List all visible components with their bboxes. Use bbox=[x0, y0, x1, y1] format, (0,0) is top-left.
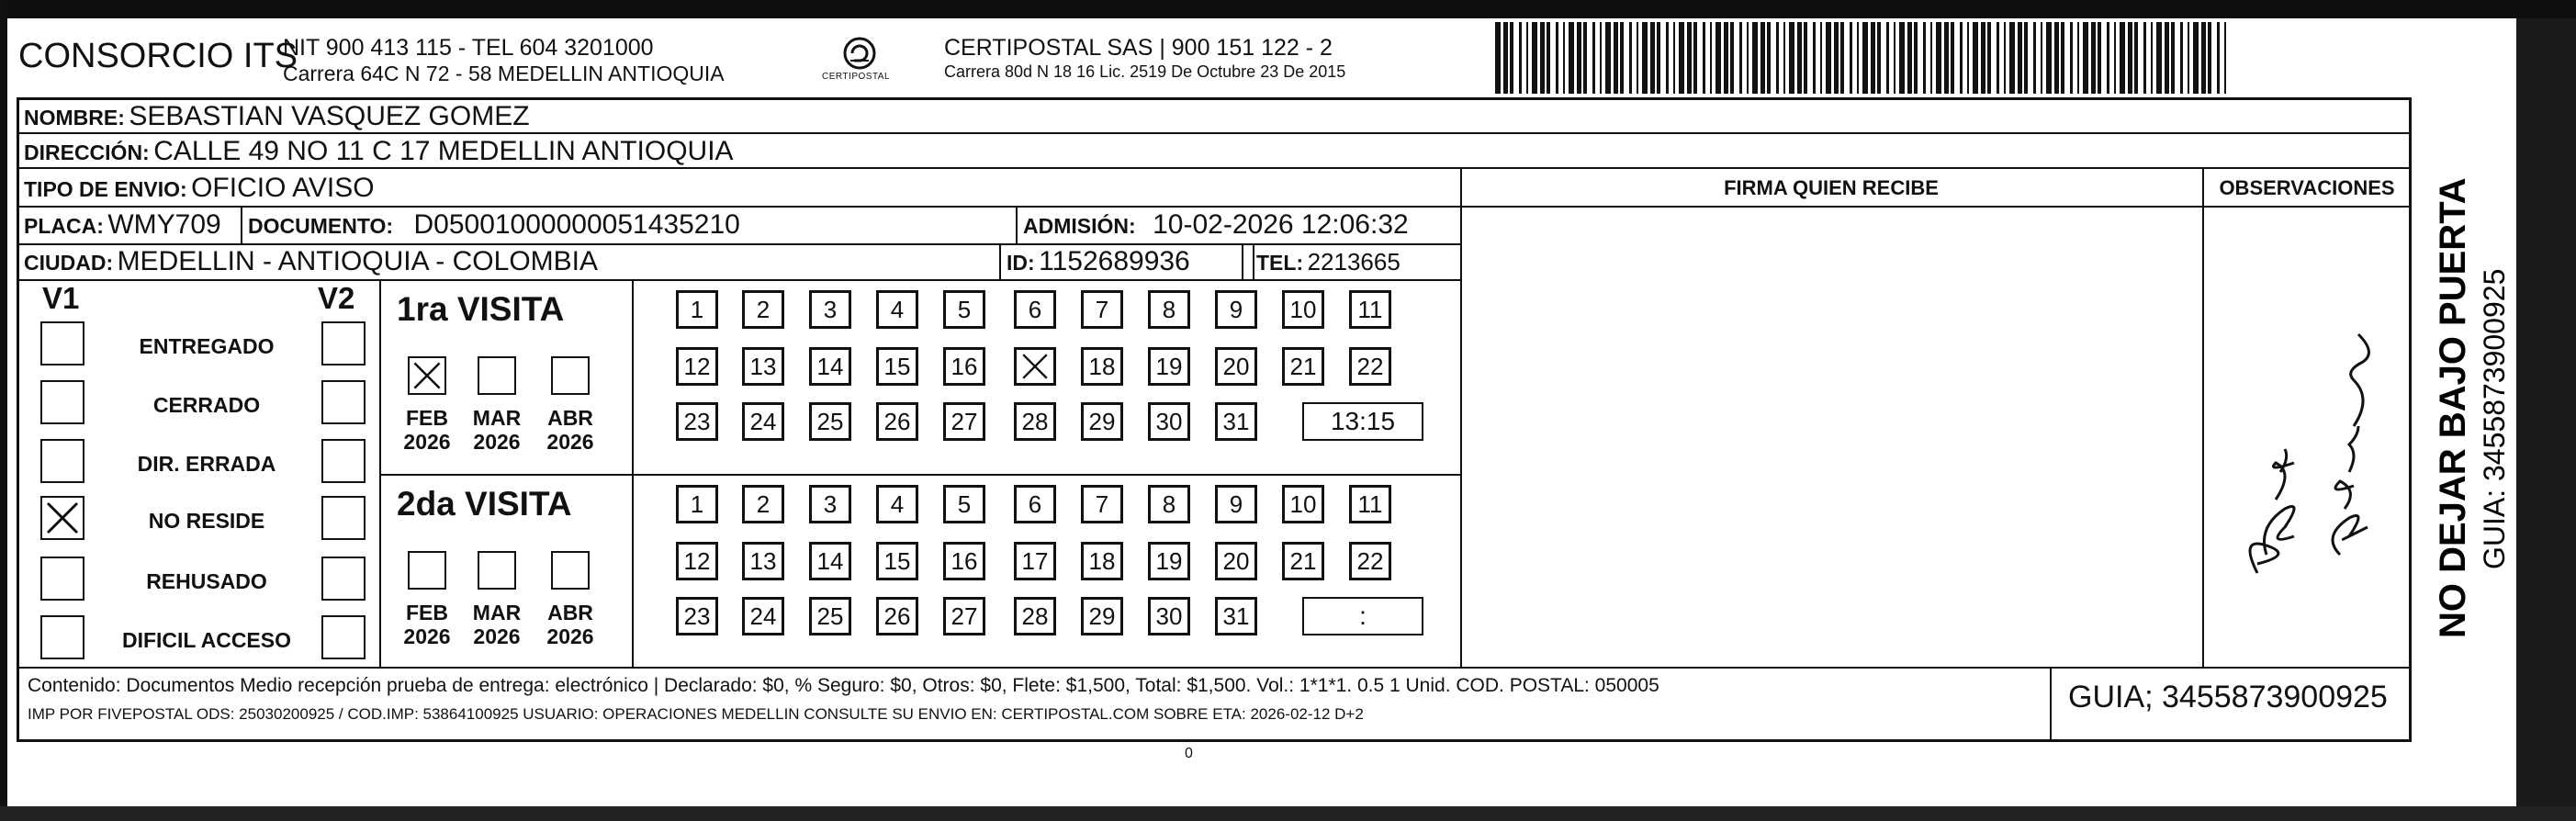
cell-divider bbox=[241, 206, 242, 243]
barcode-bar bbox=[1981, 22, 1985, 94]
month-label bbox=[543, 406, 598, 454]
side-warning: NO DEJAR BAJO PUERTA bbox=[2433, 177, 2473, 638]
barcode-bar bbox=[1556, 22, 1558, 94]
barcode-bar bbox=[2193, 22, 2199, 94]
cell-divider bbox=[999, 243, 1001, 279]
day-box[interactable]: 28 bbox=[1014, 597, 1056, 635]
imp-text: IMP POR FIVEPOSTAL ODS: 25030200925 / COD.IMP: 53864100925 USUARIO: OPERACIONES MEDELLIN CONSULTE SU ENVIO EN: CERTIPOSTAL.COM SOBRE ETA: 2026-02-12 D+2 bbox=[28, 705, 1364, 723]
certipostal-info: CERTIPOSTAL SAS | 900 151 122 - 2 bbox=[944, 35, 1333, 61]
documento-field bbox=[248, 209, 740, 241]
barcode-bar bbox=[1973, 22, 1978, 94]
barcode-bar bbox=[1857, 22, 1859, 94]
barcode-bar bbox=[1783, 22, 1785, 94]
day-box[interactable]: 8 bbox=[1148, 290, 1190, 329]
day-box[interactable]: 11 bbox=[1349, 290, 1391, 329]
ciudad-field bbox=[24, 246, 598, 277]
day-box[interactable]: 22 bbox=[1349, 542, 1391, 580]
v2-checkbox[interactable] bbox=[321, 496, 366, 540]
cell-divider bbox=[1016, 206, 1018, 243]
day-box[interactable]: 15 bbox=[876, 347, 918, 386]
barcode-bar bbox=[1813, 22, 1816, 94]
barcode-bar bbox=[2083, 22, 2088, 94]
barcode-bar bbox=[1886, 22, 1889, 94]
day-box[interactable]: 27 bbox=[943, 402, 985, 441]
barcode-bar bbox=[2041, 22, 2042, 94]
day-box[interactable]: 22 bbox=[1349, 347, 1391, 386]
scan-border-bottom bbox=[0, 806, 2576, 821]
barcode-bar bbox=[2024, 22, 2028, 94]
scan-border-top bbox=[0, 0, 2576, 18]
barcode-bar bbox=[1583, 22, 1587, 94]
day-box[interactable]: 23 bbox=[676, 402, 718, 441]
barcode-bar bbox=[1730, 22, 1734, 94]
tel-label: TEL: bbox=[1256, 251, 1304, 275]
barcode-bar bbox=[2217, 22, 2220, 94]
barcode-bar bbox=[1997, 22, 1999, 94]
side-guia: GUIA: 3455873900925 bbox=[2478, 268, 2511, 569]
id-value: 1152689936 bbox=[1039, 246, 1190, 276]
barcode-bar bbox=[1826, 22, 1831, 94]
contenido-text: Contenido: Documentos Medio recepción prueba de entrega: electrónico | Declarado: $0, % Seguro: $0, Otros: $0, Flete: $1,500, Total: $1,500. Vol.: 1*1*1. 0.5 1 Unid. COD. POSTAL: 050005 bbox=[28, 675, 1659, 696]
cell-divider bbox=[2050, 667, 2052, 742]
barcode-bar bbox=[1650, 22, 1655, 94]
day-box[interactable]: 5 bbox=[943, 485, 985, 523]
barcode-bar bbox=[1789, 22, 1794, 94]
logo-text: CERTIPOSTAL bbox=[822, 72, 891, 82]
nombre-value: SEBASTIAN VASQUEZ GOMEZ bbox=[129, 101, 530, 131]
placa-label: PLACA: bbox=[24, 214, 104, 238]
barcode-bar bbox=[1840, 22, 1844, 94]
day-box[interactable]: 21 bbox=[1282, 542, 1324, 580]
barcode-bar bbox=[1724, 22, 1728, 94]
check-mark-icon bbox=[411, 360, 443, 391]
month-checkbox[interactable] bbox=[551, 551, 590, 590]
month-name: FEB bbox=[406, 406, 448, 430]
barcode-bar bbox=[1936, 22, 1941, 94]
barcode-bar bbox=[1547, 22, 1550, 94]
id-field bbox=[1007, 246, 1190, 277]
barcode-bar bbox=[1776, 22, 1779, 94]
time-box[interactable]: 13:15 bbox=[1302, 402, 1423, 441]
month-label bbox=[399, 601, 455, 648]
day-box[interactable]: 19 bbox=[1148, 542, 1190, 580]
v2-checkbox[interactable] bbox=[321, 557, 366, 601]
day-box[interactable]: 16 bbox=[943, 542, 985, 580]
barcode-bar bbox=[2070, 22, 2073, 94]
month-checkbox[interactable] bbox=[478, 551, 516, 590]
footer-divider bbox=[17, 667, 2412, 669]
day-box[interactable]: 16 bbox=[943, 347, 985, 386]
barcode-bar bbox=[1569, 22, 1574, 94]
month-label bbox=[469, 406, 524, 454]
day-box[interactable]: 26 bbox=[876, 597, 918, 635]
day-box[interactable]: 31 bbox=[1215, 597, 1257, 635]
observaciones-header: OBSERVACIONES bbox=[2219, 176, 2395, 199]
direccion-value: CALLE 49 NO 11 C 17 MEDELLIN ANTIOQUIA bbox=[153, 136, 734, 166]
day-box[interactable]: 4 bbox=[876, 290, 918, 329]
barcode-bar bbox=[1519, 22, 1522, 94]
barcode-bar bbox=[1930, 22, 1932, 94]
barcode-bar bbox=[1666, 22, 1669, 94]
guia-number: GUIA; 3455873900925 bbox=[2068, 680, 2388, 714]
row-divider bbox=[17, 167, 2412, 169]
v1-checkbox[interactable] bbox=[40, 380, 84, 424]
day-box[interactable]: 10 bbox=[1282, 485, 1324, 523]
tel-border bbox=[1253, 243, 1254, 279]
barcode-bar bbox=[2114, 22, 2116, 94]
company-address: Carrera 64C N 72 - 58 MEDELLIN ANTIOQUIA bbox=[283, 62, 725, 85]
v2-checkbox[interactable] bbox=[321, 321, 366, 366]
id-label: ID: bbox=[1007, 251, 1035, 275]
day-box[interactable]: 3 bbox=[809, 290, 851, 329]
barcode-bar bbox=[2046, 22, 2052, 94]
status-label: REHUSADO bbox=[146, 569, 267, 593]
barcode-bar bbox=[2004, 22, 2006, 94]
day-box[interactable]: 9 bbox=[1215, 290, 1257, 329]
barcode-bar bbox=[1637, 22, 1638, 94]
barcode-bar bbox=[1914, 22, 1918, 94]
day-box[interactable]: 24 bbox=[742, 402, 784, 441]
barcode-bar bbox=[1820, 22, 1822, 94]
month-year: 2026 bbox=[403, 430, 451, 454]
barcode-bar bbox=[1715, 22, 1721, 94]
barcode-bar bbox=[1629, 22, 1632, 94]
day-box[interactable]: 30 bbox=[1148, 597, 1190, 635]
side-text bbox=[2417, 119, 2518, 652]
month-year: 2026 bbox=[546, 624, 594, 648]
admision-label: ADMISIÓN: bbox=[1023, 214, 1136, 238]
tipo-value: OFICIO AVISO bbox=[191, 173, 375, 203]
barcode-bar bbox=[2156, 22, 2162, 94]
barcode-bar bbox=[1871, 22, 1875, 94]
month-label bbox=[399, 406, 455, 454]
check-mark-icon bbox=[1018, 352, 1052, 381]
barcode-bar bbox=[1503, 22, 1508, 94]
row-divider bbox=[17, 132, 2412, 134]
day-box[interactable]: 7 bbox=[1081, 290, 1123, 329]
nombre-label: NOMBRE: bbox=[24, 106, 125, 129]
day-box[interactable]: 13 bbox=[742, 347, 784, 386]
barcode-bar bbox=[1894, 22, 1895, 94]
barcode-bar bbox=[2120, 22, 2125, 94]
day-box[interactable]: 14 bbox=[809, 347, 851, 386]
barcode-bar bbox=[1850, 22, 1852, 94]
barcode-bar bbox=[2033, 22, 2036, 94]
barcode-bar bbox=[1620, 22, 1624, 94]
day-box[interactable]: 27 bbox=[943, 597, 985, 635]
barcode-bar bbox=[1600, 22, 1602, 94]
barcode-bar bbox=[2151, 22, 2153, 94]
day-box[interactable]: 15 bbox=[876, 542, 918, 580]
cell-divider bbox=[1242, 243, 1243, 279]
day-box[interactable]: 17 bbox=[1014, 542, 1056, 580]
status-label: DIR. ERRADA bbox=[137, 452, 276, 476]
nombre-field bbox=[24, 101, 530, 132]
barcode-bar bbox=[1614, 22, 1618, 94]
v2-checkbox[interactable] bbox=[321, 380, 366, 424]
day-box[interactable]: 20 bbox=[1215, 542, 1257, 580]
day-box[interactable]: 18 bbox=[1081, 347, 1123, 386]
barcode-bar bbox=[1899, 22, 1905, 94]
day-box[interactable]: 13 bbox=[742, 542, 784, 580]
barcode-bar bbox=[2009, 22, 2015, 94]
barcode-bar bbox=[1834, 22, 1839, 94]
barcode-bar bbox=[1495, 22, 1501, 94]
day-box[interactable]: 4 bbox=[876, 485, 918, 523]
day-box[interactable]: 2 bbox=[742, 485, 784, 523]
time-box[interactable]: : bbox=[1302, 597, 1423, 635]
day-box[interactable]: 12 bbox=[676, 347, 718, 386]
barcode-bar bbox=[1739, 22, 1742, 94]
barcode-bar bbox=[2077, 22, 2079, 94]
barcode-bar bbox=[1747, 22, 1749, 94]
barcode-bar bbox=[1592, 22, 1595, 94]
barcode-bar bbox=[1923, 22, 1926, 94]
day-box[interactable]: 26 bbox=[876, 402, 918, 441]
barcode-bar bbox=[2061, 22, 2064, 94]
barcode-bar bbox=[1687, 22, 1692, 94]
tipo-label: TIPO DE ENVIO: bbox=[24, 177, 187, 201]
barcode-bar bbox=[2018, 22, 2022, 94]
firma-header: FIRMA QUIEN RECIBE bbox=[1724, 176, 1939, 199]
tel-value: 2213665 bbox=[1307, 248, 1400, 276]
barcode-bar bbox=[2208, 22, 2211, 94]
barcode-bar bbox=[1657, 22, 1660, 94]
day-box[interactable]: 20 bbox=[1215, 347, 1257, 386]
scan-border-right bbox=[2516, 18, 2576, 821]
placa-value: WMY709 bbox=[107, 209, 221, 240]
barcode-bar bbox=[1944, 22, 1949, 94]
day-box[interactable]: 19 bbox=[1148, 347, 1190, 386]
barcode-bar bbox=[2098, 22, 2101, 94]
col-divider bbox=[379, 279, 381, 667]
barcode-bar bbox=[1510, 22, 1513, 94]
day-box[interactable]: 24 bbox=[742, 597, 784, 635]
status-label: NO RESIDE bbox=[148, 509, 265, 533]
day-box[interactable]: 7 bbox=[1081, 485, 1123, 523]
v1-checkbox[interactable] bbox=[40, 439, 84, 483]
barcode-bar bbox=[1767, 22, 1771, 94]
barcode-bar bbox=[2091, 22, 2096, 94]
day-box[interactable]: 29 bbox=[1081, 402, 1123, 441]
day-box[interactable]: 25 bbox=[809, 597, 851, 635]
barcode-bar bbox=[1862, 22, 1868, 94]
month-checkbox[interactable] bbox=[408, 356, 446, 395]
barcode-bar bbox=[1797, 22, 1802, 94]
v1-checkbox[interactable] bbox=[40, 557, 84, 601]
day-box[interactable] bbox=[1014, 347, 1056, 386]
month-name: FEB bbox=[406, 601, 448, 624]
visit-title: 2da VISITA bbox=[397, 485, 572, 523]
day-box[interactable]: 31 bbox=[1215, 402, 1257, 441]
company-name: CONSORCIO ITS bbox=[18, 37, 298, 75]
barcode-bar bbox=[2054, 22, 2059, 94]
month-year: 2026 bbox=[403, 624, 451, 648]
barcode-bar bbox=[1679, 22, 1684, 94]
barcode-bar bbox=[2107, 22, 2109, 94]
barcode-bar bbox=[2201, 22, 2206, 94]
documento-label: DOCUMENTO: bbox=[248, 214, 394, 238]
row-divider bbox=[17, 279, 1460, 281]
day-box[interactable]: 25 bbox=[809, 402, 851, 441]
ciudad-label: CIUDAD: bbox=[24, 251, 114, 275]
barcode-bar bbox=[1877, 22, 1881, 94]
barcode-bar bbox=[2171, 22, 2175, 94]
ciudad-value: MEDELLIN - ANTIOQUIA - COLOMBIA bbox=[117, 246, 598, 276]
barcode-bar bbox=[2134, 22, 2138, 94]
day-box[interactable]: 23 bbox=[676, 597, 718, 635]
day-box[interactable]: 9 bbox=[1215, 485, 1257, 523]
month-checkbox[interactable] bbox=[408, 551, 446, 590]
barcode-bar bbox=[1752, 22, 1758, 94]
tel-field bbox=[1256, 248, 1400, 276]
barcode-bar bbox=[1605, 22, 1611, 94]
observaciones-handwriting bbox=[2202, 206, 2412, 667]
barcode-bar bbox=[1960, 22, 1963, 94]
barcode-bar bbox=[1710, 22, 1712, 94]
barcode-bar bbox=[1532, 22, 1537, 94]
barcode-bar bbox=[1693, 22, 1697, 94]
barcode-bar bbox=[2128, 22, 2132, 94]
barcode-bar bbox=[2165, 22, 2169, 94]
admision-field bbox=[1023, 209, 1409, 241]
status-label: ENTREGADO bbox=[139, 334, 275, 358]
barcode-bar bbox=[1540, 22, 1545, 94]
day-box[interactable]: 18 bbox=[1081, 542, 1123, 580]
day-box[interactable]: 1 bbox=[676, 290, 718, 329]
month-name: ABR bbox=[547, 406, 593, 430]
month-year: 2026 bbox=[546, 430, 594, 454]
day-box[interactable]: 1 bbox=[676, 485, 718, 523]
row-divider bbox=[17, 243, 1460, 245]
company-nit: NIT 900 413 115 - TEL 604 3201000 bbox=[283, 35, 654, 61]
direccion-label: DIRECCIÓN: bbox=[24, 141, 150, 164]
day-box[interactable]: 2 bbox=[742, 290, 784, 329]
barcode bbox=[1495, 22, 2235, 94]
day-box[interactable]: 30 bbox=[1148, 402, 1190, 441]
month-checkbox[interactable] bbox=[478, 356, 516, 395]
day-box[interactable]: 6 bbox=[1014, 290, 1056, 329]
barcode-bar bbox=[1951, 22, 1954, 94]
barcode-bar bbox=[1967, 22, 1969, 94]
status-label: DIFICIL ACCESO bbox=[121, 628, 291, 652]
month-name: MAR bbox=[472, 406, 522, 430]
day-box[interactable]: 28 bbox=[1014, 402, 1056, 441]
v2-checkbox[interactable] bbox=[321, 439, 366, 483]
v2-header: V2 bbox=[318, 281, 355, 315]
barcode-bar bbox=[1703, 22, 1705, 94]
tipo-field bbox=[24, 173, 375, 204]
barcode-bar bbox=[1563, 22, 1565, 94]
v1-checkbox[interactable] bbox=[40, 496, 84, 540]
day-box[interactable]: 11 bbox=[1349, 485, 1391, 523]
col-divider bbox=[1460, 167, 1462, 667]
barcode-bar bbox=[1804, 22, 1807, 94]
day-box[interactable]: 6 bbox=[1014, 485, 1056, 523]
barcode-bar bbox=[1577, 22, 1581, 94]
page-mark: 0 bbox=[1185, 746, 1193, 761]
placa-field bbox=[24, 209, 221, 241]
barcode-bar bbox=[2143, 22, 2146, 94]
month-name: ABR bbox=[547, 601, 593, 624]
day-box[interactable]: 29 bbox=[1081, 597, 1123, 635]
visit-divider bbox=[379, 474, 1460, 476]
admision-value: 10-02-2026 12:06:32 bbox=[1153, 209, 1409, 240]
barcode-bar bbox=[1907, 22, 1912, 94]
barcode-bar bbox=[2180, 22, 2183, 94]
day-box[interactable]: 14 bbox=[809, 542, 851, 580]
day-box[interactable]: 10 bbox=[1282, 290, 1324, 329]
month-year: 2026 bbox=[473, 624, 521, 648]
visit-title: 1ra VISITA bbox=[397, 290, 565, 328]
day-box[interactable]: 12 bbox=[676, 542, 718, 580]
month-year: 2026 bbox=[473, 430, 521, 454]
day-box[interactable]: 3 bbox=[809, 485, 851, 523]
row-divider bbox=[17, 206, 2412, 208]
certipostal-address: Carrera 80d N 18 16 Lic. 2519 De Octubre 23 De 2015 bbox=[944, 62, 1346, 81]
v2-checkbox[interactable] bbox=[321, 615, 366, 659]
v1-header: V1 bbox=[42, 281, 80, 315]
scan-border-left bbox=[0, 0, 7, 821]
direccion-field bbox=[24, 136, 734, 167]
month-name: MAR bbox=[472, 601, 522, 624]
barcode-bar bbox=[1987, 22, 1991, 94]
barcode-bar bbox=[2188, 22, 2189, 94]
month-label bbox=[543, 601, 598, 648]
v1-checkbox[interactable] bbox=[40, 615, 84, 659]
documento-value: D05001000000051435210 bbox=[413, 209, 740, 240]
barcode-bar bbox=[1526, 22, 1528, 94]
barcode-bar bbox=[1673, 22, 1675, 94]
month-label bbox=[469, 601, 524, 648]
check-mark-icon bbox=[44, 500, 81, 536]
barcode-bar bbox=[2224, 22, 2226, 94]
barcode-bar bbox=[1642, 22, 1648, 94]
barcode-bar bbox=[1760, 22, 1765, 94]
status-label: CERRADO bbox=[152, 393, 261, 417]
col-divider bbox=[632, 279, 634, 667]
month-checkbox[interactable] bbox=[551, 356, 590, 395]
day-box[interactable]: 8 bbox=[1148, 485, 1190, 523]
v1-checkbox[interactable] bbox=[40, 321, 84, 366]
day-box[interactable]: 5 bbox=[943, 290, 985, 329]
day-box[interactable]: 21 bbox=[1282, 347, 1324, 386]
